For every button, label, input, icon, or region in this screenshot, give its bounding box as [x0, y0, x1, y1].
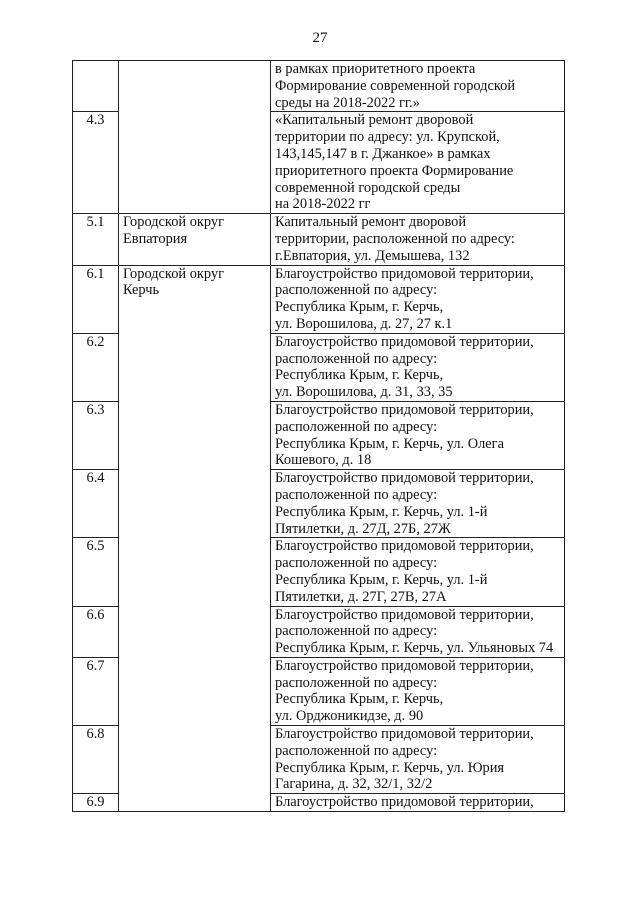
- municipality-cell: [119, 265, 271, 812]
- description-line: территории, расположенной по адресу:: [275, 230, 515, 247]
- description-line: Благоустройство придомовой территории,: [275, 538, 534, 555]
- description-line: приоритетного проекта Формирование: [275, 162, 514, 179]
- row-number: 6.3: [73, 401, 119, 469]
- description-line: расположенной по адресу:: [275, 418, 438, 435]
- description-line: Благоустройство придомовой территории,: [275, 265, 534, 282]
- description-line: «Капитальный ремонт дворовой: [275, 112, 474, 129]
- projects-table: [72, 60, 565, 812]
- municipality-line: Городской округ: [123, 265, 224, 282]
- description-line: Благоустройство придомовой территории,: [275, 726, 534, 743]
- description-line: Гагарина, д. 32, 32/1, 32/2: [275, 776, 433, 793]
- description-cell: [271, 538, 565, 606]
- description-line: Благоустройство придомовой территории,: [275, 333, 534, 350]
- description-cell: [271, 470, 565, 538]
- description-cell: [271, 401, 565, 469]
- description-line: Республика Крым, г. Керчь,: [275, 367, 444, 384]
- description-line: на 2018-2022 гг: [275, 196, 371, 213]
- description-line: ул. Орджоникидзе, д. 90: [275, 708, 424, 725]
- description-cell: [271, 726, 565, 794]
- description-cell: [271, 606, 565, 657]
- description-line: Республика Крым, г. Керчь, ул. Олега: [275, 435, 504, 452]
- description-line: ул. Ворошилова, д. 27, 27 к.1: [275, 315, 453, 332]
- table-row: [73, 214, 565, 265]
- municipality-cell: [119, 61, 271, 214]
- description-line: Пятилетки, д. 27Г, 27В, 27А: [275, 588, 447, 605]
- description-cell: [271, 214, 565, 265]
- description-line: расположенной по адресу:: [275, 623, 438, 640]
- description-line: расположенной по адресу:: [275, 555, 438, 572]
- table-row: [73, 61, 565, 112]
- description-line: расположенной по адресу:: [275, 674, 438, 691]
- description-line: современной городской среды: [275, 179, 461, 196]
- description-line: 143,145,147 в г. Джанкое» в рамках: [275, 145, 491, 162]
- row-number: 6.7: [73, 657, 119, 725]
- description-line: Благоустройство придомовой территории,: [275, 657, 534, 674]
- description-line: Республика Крым, г. Керчь,: [275, 299, 444, 316]
- description-line: Кошевого, д. 18: [275, 452, 372, 469]
- description-cell: [271, 794, 565, 812]
- description-cell: [271, 333, 565, 401]
- description-line: Пятилетки, д. 27Д, 27Б, 27Ж: [275, 520, 451, 537]
- row-number: 6.1: [73, 265, 119, 333]
- description-line: в рамках приоритетного проекта: [275, 61, 476, 77]
- municipality-cell: [119, 214, 271, 265]
- description-line: Благоустройство придомовой территории,: [275, 606, 534, 623]
- description-line: территории по адресу: ул. Крупской,: [275, 129, 500, 146]
- municipality-line: Керчь: [123, 282, 160, 299]
- description-cell: [271, 112, 565, 214]
- description-line: Республика Крым, г. Керчь, ул. Ульяновых 74: [275, 640, 554, 657]
- row-number: [73, 61, 119, 112]
- page-number: 27: [312, 30, 328, 46]
- description-cell: [271, 61, 565, 112]
- description-line: Республика Крым, г. Керчь, ул. 1-й: [275, 503, 488, 520]
- row-number: 5.1: [73, 214, 119, 265]
- description-line: расположенной по адресу:: [275, 282, 438, 299]
- description-line: ул. Ворошилова, д. 31, 33, 35: [275, 384, 453, 401]
- description-cell: [271, 657, 565, 725]
- row-number: 6.5: [73, 538, 119, 606]
- row-number: 6.2: [73, 333, 119, 401]
- description-line: Республика Крым, г. Керчь, ул. Юрия: [275, 759, 505, 776]
- description-cell: [271, 265, 565, 333]
- row-number: 4.3: [73, 112, 119, 214]
- municipality-line: Городской округ: [123, 214, 224, 231]
- row-number: 6.6: [73, 606, 119, 657]
- municipality-line: Евпатория: [123, 230, 188, 247]
- description-line: г.Евпатория, ул. Демышева, 132: [275, 247, 470, 264]
- description-line: среды на 2018-2022 гг.»: [275, 94, 420, 111]
- row-number: 6.8: [73, 726, 119, 794]
- description-line: Формирование современной городской: [275, 77, 516, 94]
- description-line: Капитальный ремонт дворовой: [275, 214, 467, 231]
- description-line: Республика Крым, г. Керчь, ул. 1-й: [275, 571, 488, 588]
- description-line: Благоустройство придомовой территории,: [275, 794, 534, 811]
- description-line: Благоустройство придомовой территории,: [275, 470, 534, 487]
- description-line: расположенной по адресу:: [275, 486, 438, 503]
- row-number: 6.9: [73, 794, 119, 812]
- description-line: Республика Крым, г. Керчь,: [275, 691, 444, 708]
- row-number: 6.4: [73, 470, 119, 538]
- table-row: [73, 265, 565, 333]
- description-line: расположенной по адресу:: [275, 742, 438, 759]
- description-line: расположенной по адресу:: [275, 350, 438, 367]
- description-line: Благоустройство придомовой территории,: [275, 401, 534, 418]
